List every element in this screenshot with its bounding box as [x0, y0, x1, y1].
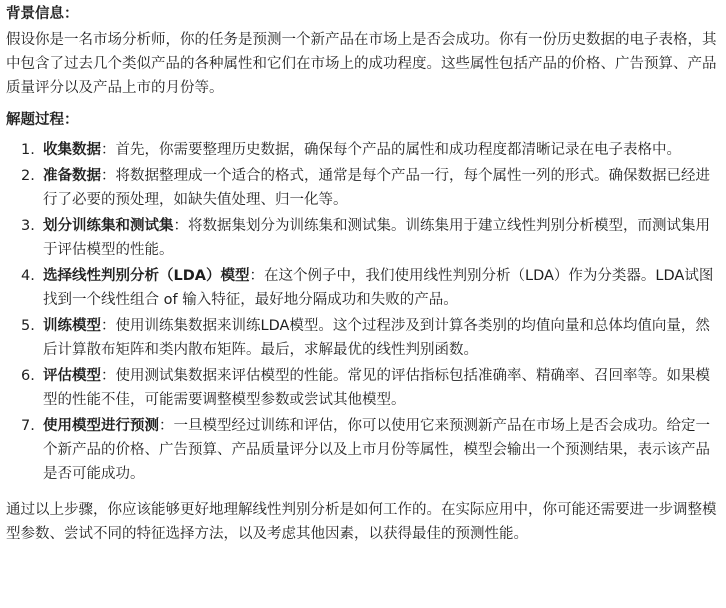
process-step-6: [6, 364, 720, 412]
process-step-5: [6, 314, 720, 362]
step-term: 准备数据: [43, 168, 101, 184]
step-number: 1.: [21, 142, 35, 158]
process-step-1: [6, 138, 720, 162]
step-number: 6.: [21, 368, 35, 384]
step-term: 训练模型: [43, 318, 101, 334]
step-description: ：使用测试集数据来评估模型的性能。常见的评估指标包括准确率、精确率、召回率等。如果模型的性能不佳，可能需要调整模型参数或尝试其他模型。: [43, 368, 710, 408]
process-step-list: [6, 138, 720, 486]
step-description: ：将数据整理成一个适合的格式，通常是每个产品一行，每个属性一列的形式。确保数据已经进行了必要的预处理，如缺失值处理、归一化等。: [43, 168, 710, 208]
step-number: 2.: [21, 168, 35, 184]
step-description: ：在这个例子中，我们使用线性判别分析（LDA）作为分类器。LDA试图找到一个线性组合 of 输入特征，最好地分隔成功和失败的产品。: [43, 268, 714, 308]
process-heading: 解题过程：: [6, 112, 79, 128]
step-term: 评估模型: [43, 368, 101, 384]
step-term: 使用模型进行预测: [43, 418, 159, 434]
step-description: ：使用训练集数据来训练LDA模型。这个过程涉及到计算各类别的均值向量和总体均值向量，然后计算散布矩阵和类内散布矩阵。最后，求解最优的线性判别函数。: [43, 318, 710, 358]
process-step-4: [6, 264, 720, 312]
process-step-3: [6, 214, 720, 262]
process-step-2: [6, 164, 720, 212]
step-term: 选择线性判别分析（LDA）模型: [43, 268, 250, 284]
step-number: 4.: [21, 268, 35, 284]
step-number: 5.: [21, 318, 35, 334]
summary-paragraph: 通过以上步骤，你应该能够更好地理解线性判别分析是如何工作的。在实际应用中，你可能还需要进一步调整模型参数、尝试不同的特征选择方法，以及考虑其他因素，以获得最佳的预测性能。: [6, 502, 717, 542]
step-term: 划分训练集和测试集: [43, 218, 174, 234]
process-step-7: [6, 414, 720, 486]
step-number: 7.: [21, 418, 35, 434]
background-paragraph: 假设你是一名市场分析师，你的任务是预测一个新产品在市场上是否会成功。你有一份历史数据的电子表格，其中包含了过去几个类似产品的各种属性和它们在市场上的成功程度。这些属性包括产品的价格、广告预算、产品质量评分以及产品上市的月份等。: [6, 32, 717, 96]
background-heading: 背景信息：: [6, 6, 79, 22]
step-description: ：将数据集划分为训练集和测试集。训练集用于建立线性判别分析模型，而测试集用于评估模型的性能。: [43, 218, 710, 258]
step-term: 收集数据: [43, 142, 101, 158]
step-number: 3.: [21, 218, 35, 234]
step-description: ：首先，你需要整理历史数据，确保每个产品的属性和成功程度都清晰记录在电子表格中。: [101, 142, 681, 158]
step-description: ：一旦模型经过训练和评估，你可以使用它来预测新产品在市场上是否会成功。给定一个新产品的价格、广告预算、产品质量评分以及上市月份等属性，模型会输出一个预测结果，表示该产品是否可能成功。: [43, 418, 710, 482]
